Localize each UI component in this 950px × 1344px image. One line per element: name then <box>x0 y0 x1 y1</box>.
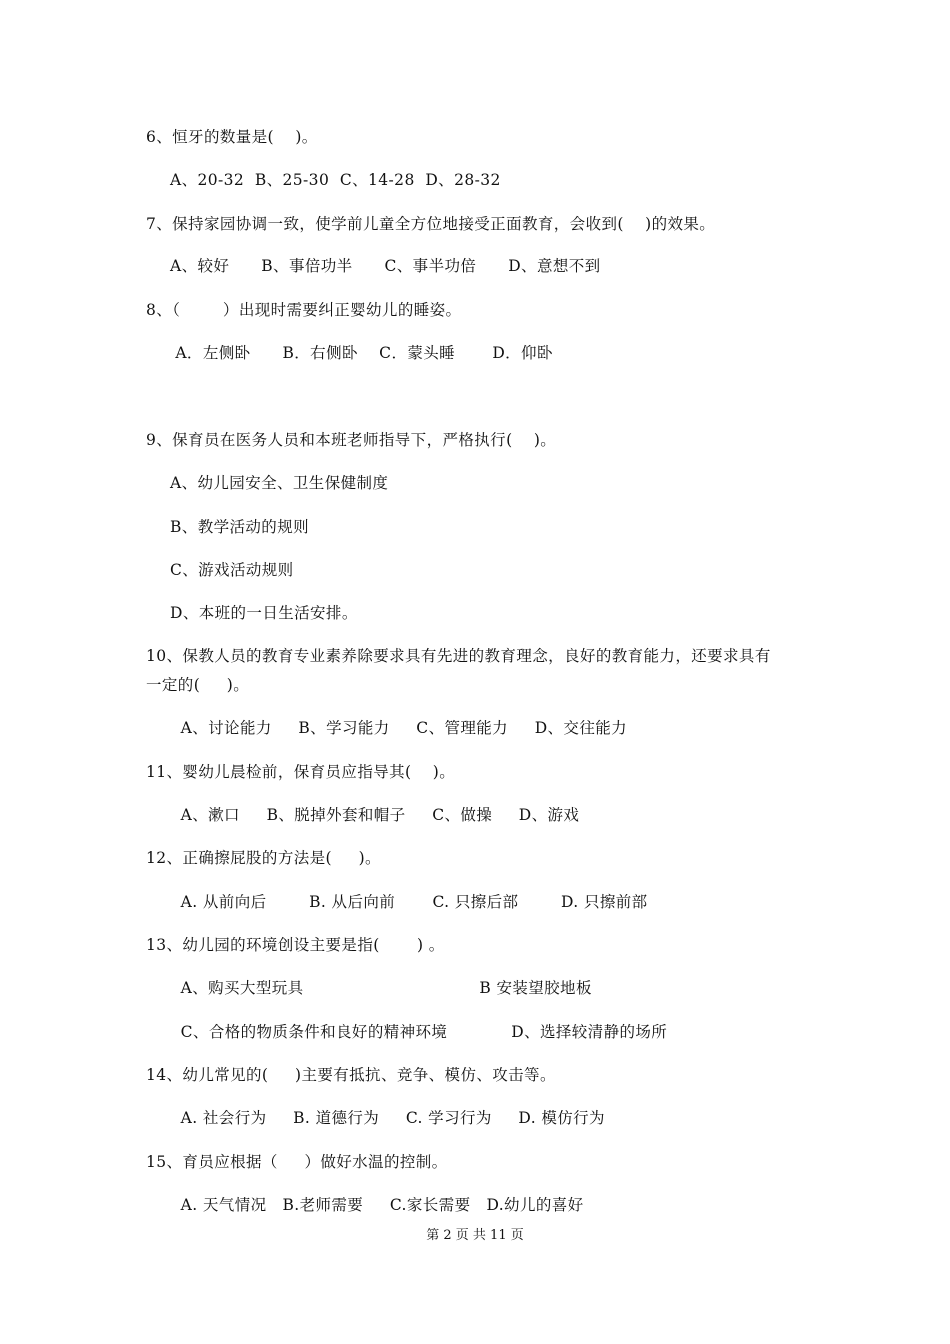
question-9-option-b: B、教学活动的规则 <box>170 518 309 536</box>
question-11-options: A、漱口 B、脱掉外套和帽子 C、做操 D、游戏 <box>170 806 580 824</box>
question-8-stem: 8、（ ）出现时需要纠正婴幼儿的睡姿。 <box>146 301 462 319</box>
question-10-stem-line2: 一定的( )。 <box>146 676 250 694</box>
question-15-options: A. 天气情况 B.老师需要 C.家长需要 D.幼儿的喜好 <box>170 1196 584 1214</box>
question-14-options: A. 社会行为 B. 道德行为 C. 学习行为 D. 模仿行为 <box>170 1109 605 1127</box>
page-number-footer: 第 2 页 共 11 页 <box>426 1228 524 1243</box>
question-7-options: A、较好 B、事倍功半 C、事半功倍 D、意想不到 <box>170 257 601 275</box>
question-12-stem: 12、正确擦屁股的方法是( )。 <box>146 849 381 867</box>
question-10-options: A、讨论能力 B、学习能力 C、管理能力 D、交往能力 <box>170 719 628 737</box>
question-15-stem: 15、育员应根据（ ）做好水温的控制。 <box>146 1153 448 1171</box>
question-13-options-row2: C、合格的物质条件和良好的精神环境 D、选择较清静的场所 <box>170 1023 668 1041</box>
question-7-stem: 7、保持家园协调一致，使学前儿童全方位地接受正面教育，会收到( )的效果。 <box>146 215 716 233</box>
question-12-options: A. 从前向后 B. 从后向前 C. 只擦后部 D. 只擦前部 <box>170 893 648 911</box>
question-8-options: A．左侧卧 B．右侧卧 C．蒙头睡 D．仰卧 <box>170 344 553 362</box>
question-13-options-row1: A、购买大型玩具 B 安装望胶地板 <box>170 979 592 997</box>
question-6-options: A、20-32 B、25-30 C、14-28 D、28-32 <box>170 171 501 189</box>
question-10-stem-line1: 10、保教人员的教育专业素养除要求具有先进的教育理念，良好的教育能力，还要求具有 <box>146 647 771 665</box>
question-13-stem: 13、幼儿园的环境创设主要是指( ) 。 <box>146 936 445 954</box>
question-14-stem: 14、幼儿常见的( )主要有抵抗、竞争、模仿、攻击等。 <box>146 1066 556 1084</box>
question-9-option-d: D、本班的一日生活安排。 <box>170 604 358 622</box>
question-11-stem: 11、婴幼儿晨检前，保育员应指导其( )。 <box>146 763 456 781</box>
question-9-stem: 9、保育员在医务人员和本班老师指导下，严格执行( )。 <box>146 431 557 449</box>
question-6-stem: 6、恒牙的数量是( )。 <box>146 128 318 146</box>
question-9-option-c: C、游戏活动规则 <box>170 561 294 579</box>
question-9-option-a: A、幼儿园安全、卫生保健制度 <box>170 474 389 492</box>
